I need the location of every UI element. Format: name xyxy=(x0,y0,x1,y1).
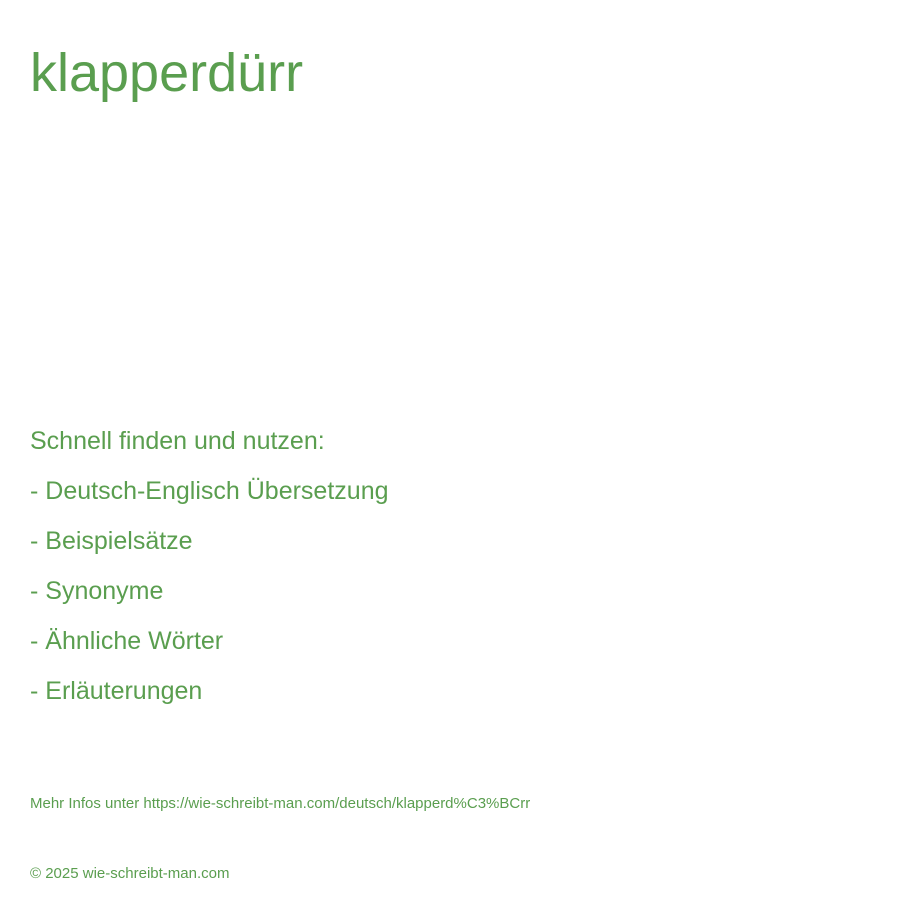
more-info-line xyxy=(30,794,530,814)
feature-list xyxy=(30,421,389,721)
copyright-notice: © 2025 wie-schreibt-man.com xyxy=(30,865,230,882)
feature-item-synonyms: - Synonyme xyxy=(30,577,164,605)
feature-list-heading: Schnell finden und nutzen: xyxy=(30,427,325,455)
more-info-prefix: Mehr Infos unter xyxy=(30,795,140,812)
feature-item-similar-words: - Ähnliche Wörter xyxy=(30,627,224,655)
more-info-link[interactable]: https://wie-schreibt-man.com/deutsch/klapperd%C3%BCrr xyxy=(143,795,531,812)
feature-item-explanations: - Erläuterungen xyxy=(30,677,203,705)
feature-item-example-sentences: - Beispielsätze xyxy=(30,527,193,555)
page-title: klapperdürr xyxy=(30,43,304,103)
feature-item-translation: - Deutsch-Englisch Übersetzung xyxy=(30,477,389,505)
